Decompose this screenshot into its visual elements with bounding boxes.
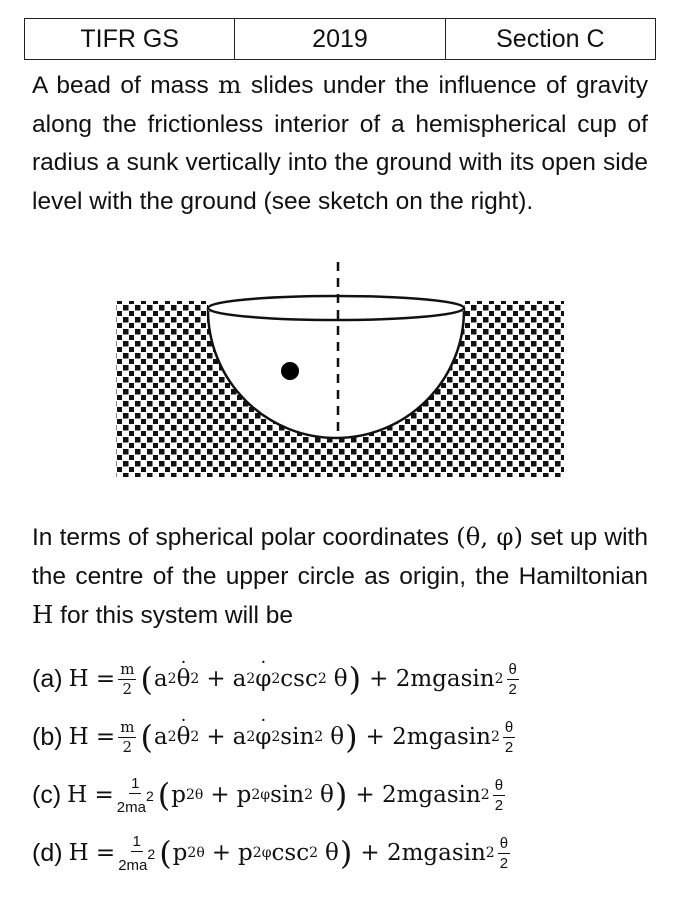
header-year: 2019 [235, 19, 445, 60]
header-section: Section C [445, 19, 655, 60]
option-c[interactable]: (c) H = $\frac{1}{2ma^2}$ ( p 2 θ + p 2 φ sin 2 θ ) + 2mgasin 2 $\frac{\theta}{2}$ [32, 774, 504, 816]
question-followup: In terms of spherical polar coordinates (θ, φ) set up with the centre of the upper circle as origin, the Hamiltonian H for this system will be [32, 522, 648, 629]
header-exam: TIFR GS [25, 19, 235, 60]
option-label: (a) [32, 664, 63, 693]
option-a[interactable]: (a) H = $\frac{m}{2}$ ( a 2 θ ˙ 2 + a 2 φ ˙ 2 csc 2 θ ) + 2mgasin 2 $\frac{\theta}{2}$ [32, 650, 662, 708]
answer-options [32, 650, 662, 882]
option-d[interactable]: (d) H = $\frac{1}{2ma^2}$ ( p 2 θ + p 2 φ csc 2 θ ) + 2mgasin 2 $\frac{\theta}{2}$ [32, 832, 509, 874]
cup-rim [208, 296, 464, 320]
coords-symbol: (θ, φ) [456, 522, 524, 551]
option-label: (c) [32, 780, 62, 809]
option-label: (b) [32, 722, 63, 751]
option-b[interactable]: (b) H = $\frac{m}{2}$ ( a 2 θ ˙ 2 + a 2 φ ˙ 2 sin 2 θ ) + 2mgasin 2 $\frac{\theta}{2}$ [32, 708, 662, 766]
mass-symbol: m [218, 70, 242, 99]
header-table [24, 18, 656, 60]
option-label: (d) [32, 838, 63, 867]
bead [281, 362, 299, 380]
hamiltonian-symbol: H [32, 600, 54, 629]
hemisphere-figure [110, 256, 570, 482]
question-intro: A bead of mass m slides under the influence of gravity along the frictionless interior of a hemispherical cup of radius a sunk vertically into the ground with its open side level with the ground (see sketch on the right). [32, 70, 648, 215]
